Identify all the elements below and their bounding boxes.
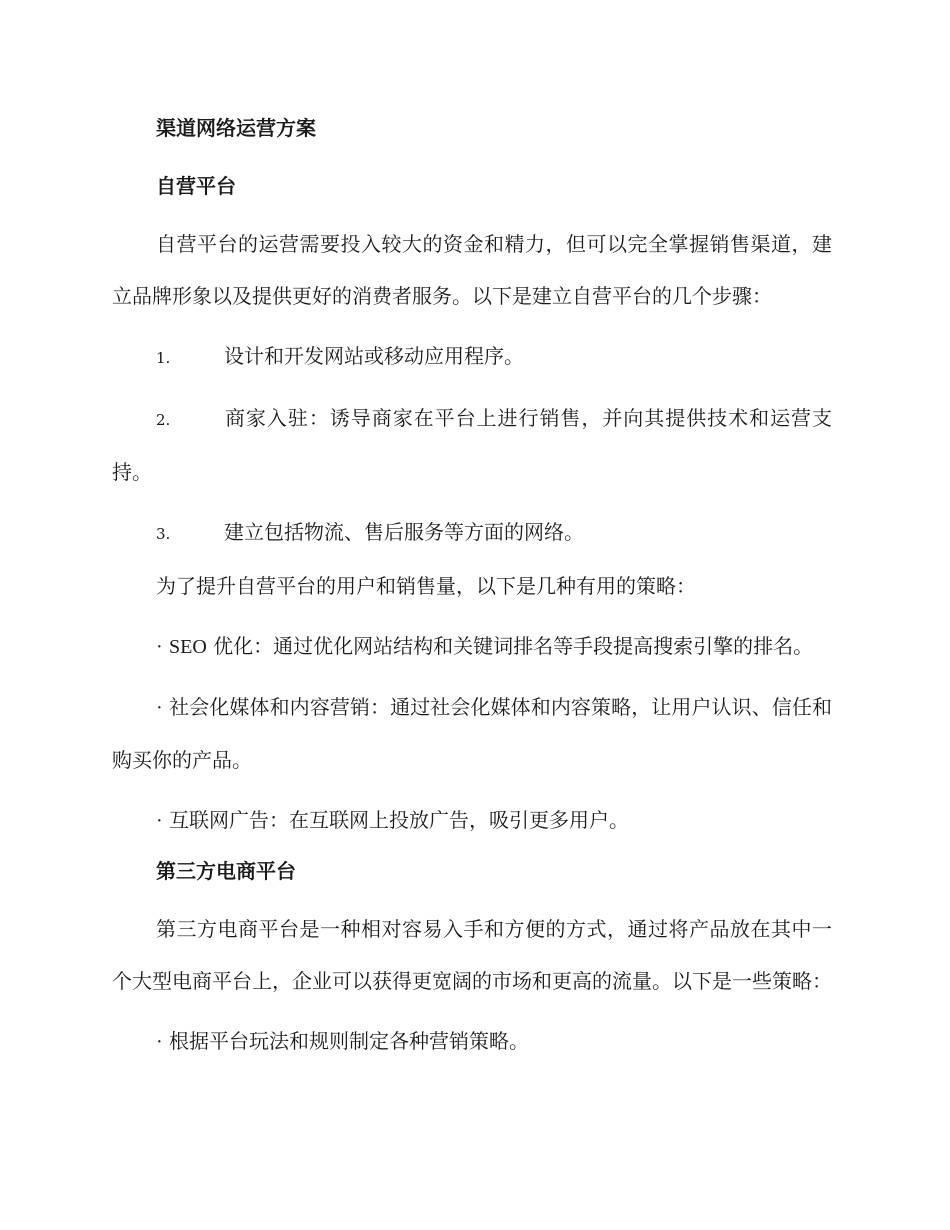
bullet-dot-icon: · — [156, 636, 163, 658]
strategy-bullet-item — [112, 681, 832, 786]
document-page — [112, 104, 832, 1068]
step-text: 商家入驻：诱导商家在平台上进行销售，并向其提供技术和运营支持。 — [112, 406, 832, 484]
bullet-dot-icon: · — [156, 810, 163, 832]
step-item — [112, 506, 832, 560]
document-title: 渠道网络运营方案 — [156, 116, 316, 140]
step-number: 2. — [156, 411, 171, 429]
strategy-text: 互联网广告：在互联网上投放广告，吸引更多用户。 — [169, 808, 630, 832]
bullet-dot-icon: · — [156, 697, 163, 719]
step-number: 1. — [156, 349, 171, 367]
step-number: 3. — [156, 525, 171, 543]
section-heading-self-operated: 自营平台 — [156, 174, 236, 198]
strategy-text: 社会化媒体和内容营销：通过社会化媒体和内容策略，让用户认识、信任和购买你的产品。 — [112, 695, 833, 772]
step-item — [112, 330, 832, 384]
bullet-dot-icon: · — [156, 1031, 163, 1053]
strategy-bullet-item — [112, 1015, 832, 1068]
step-item — [112, 392, 832, 498]
section-heading-third-party: 第三方电商平台 — [156, 859, 296, 883]
strategy-bullet-item — [112, 620, 832, 673]
section2-intro-paragraph: 第三方电商平台是一种相对容易入手和方便的方式，通过将产品放在其中一个大型电商平台上，企业可以获得更宽阔的市场和更高的流量。以下是一些策略： — [112, 917, 832, 993]
strategy-intro-paragraph: 为了提升自营平台的用户和销售量，以下是几种有用的策略： — [156, 574, 696, 598]
section1-intro-paragraph: 自营平台的运营需要投入较大的资金和精力，但可以完全掌握销售渠道，建立品牌形象以及提供更好的消费者服务。以下是建立自营平台的几个步骤： — [112, 232, 832, 308]
strategy-text: 优化：通过优化网站结构和关键词排名等手段提高搜索引擎的排名。 — [206, 634, 814, 658]
strategy-lead-term: SEO — [169, 636, 207, 658]
step-text: 设计和开发网站或移动应用程序。 — [224, 344, 524, 368]
strategy-text: 根据平台玩法和规则制定各种营销策略。 — [169, 1029, 530, 1053]
step-text: 建立包括物流、售后服务等方面的网络。 — [224, 520, 584, 544]
strategy-bullet-item — [112, 794, 832, 847]
